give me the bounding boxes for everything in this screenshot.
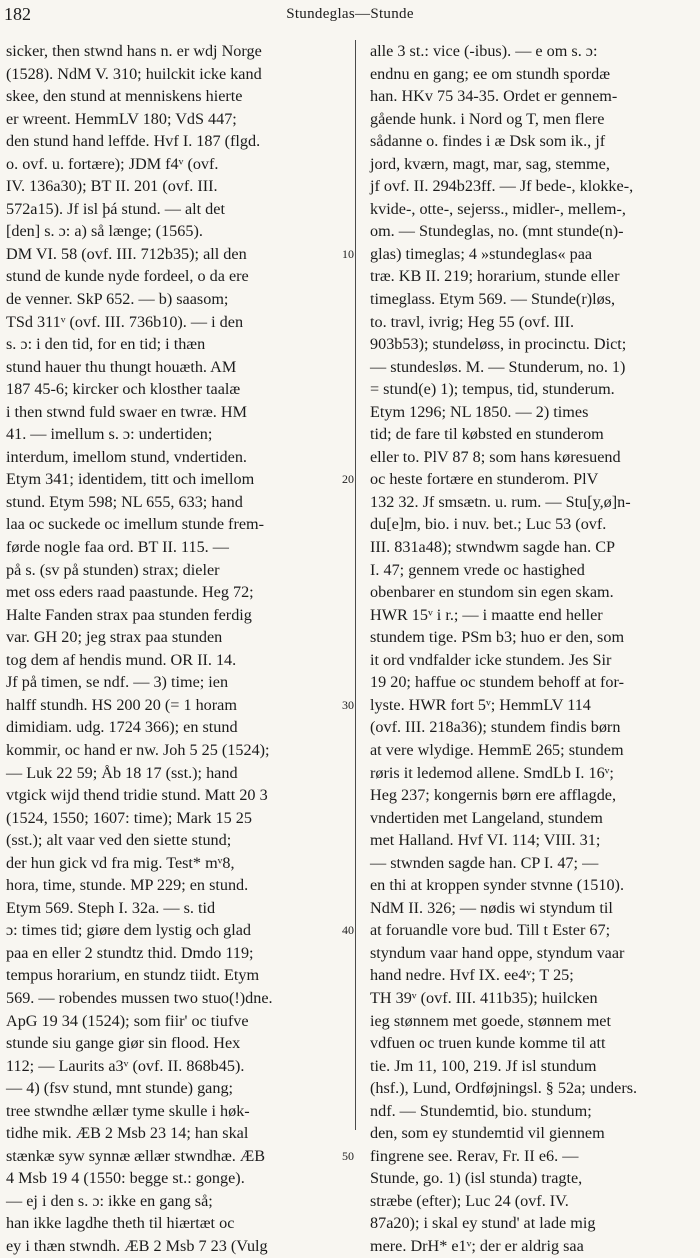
text-line: mere. DrH* e1ᵛ; der er aldrig saa: [370, 1236, 584, 1255]
text-line: Halte Fanden strax paa stunden ferdig: [6, 605, 252, 624]
page-header: [0, 0, 700, 30]
text-line: TH 39ᵛ (ovf. III. 411b35); huilcken: [370, 988, 598, 1007]
text-line: vdfuen oc truen kunde komme til att: [370, 1034, 606, 1053]
text-line: den, som ey stundemtid vil giennem: [370, 1124, 605, 1143]
text-line: han. HKv 75 34-35. Ordet er gennem-: [370, 87, 618, 106]
text-line: skee, den stund at menniskens hierte: [6, 87, 243, 106]
text-line: — 4) (fsv stund, mnt stunde) gang;: [6, 1079, 234, 1098]
text-line: hand nedre. Hvf IX. ee4ᵛ; T 25;: [370, 966, 574, 985]
text-line: HWR 15ᵛ i r.; — i maatte end heller: [370, 605, 603, 624]
text-line: lyste. HWR fort 5ᵛ; HemmLV 114: [370, 695, 591, 714]
text-line: 87a20); i skal ey stund' at lade mig: [370, 1214, 596, 1233]
text-line: 903b53); stundeløss, in procinctu. Dict;: [370, 335, 627, 354]
text-line: ieg stønnem met goede, stønnem met: [370, 1011, 611, 1030]
text-line: at foruandle vore bud. Till t Ester 67;: [370, 921, 611, 940]
text-line: Heg 237; kongernis børn ere afflagde,: [370, 786, 617, 805]
text-line: den stund hand leffde. Hvf I. 187 (flgd.: [6, 132, 261, 151]
text-line: TSd 311ᵛ (ovf. III. 736b10). — i den: [6, 312, 244, 331]
text-line: timeglass. Etym 569. — Stunde(r)løs,: [370, 290, 616, 309]
text-line: Jf på timen, se ndf. — 3) time; ien: [6, 673, 229, 692]
page-number: 182: [4, 4, 31, 24]
text-line: (hsf.), Lund, Ordføjningsl. § 52a; unders.: [370, 1079, 638, 1098]
line-number-gutter: [342, 40, 366, 1163]
text-line: de venner. SkP 652. — b) saasom;: [6, 290, 229, 309]
text-line: met oss eders raad paastunde. Heg 72;: [6, 583, 254, 602]
text-line: 41. — imellum s. ɔ: undertiden;: [6, 425, 213, 444]
text-line: kvide-, otte-, sejerss., midler-, mellem-,: [370, 199, 626, 218]
text-line: stund. Etym 598; NL 655, 633; hand: [6, 492, 243, 511]
text-line: paa en eller 2 stundtz thid. Dmdo 119;: [6, 943, 254, 962]
text-line: jf ovf. II. 294b23ff. — Jf bede-, klokke-,: [370, 177, 634, 196]
text-line: der hun gick vd fra mig. Test* mᵛ8,: [6, 853, 235, 872]
text-line: ndf. — Stundemtid, bio. stundum;: [370, 1101, 592, 1120]
text-line: (sst.); alt vaar ved den siette stund;: [6, 831, 232, 850]
text-line: at vere wlydige. HemmE 265; stundem: [370, 740, 624, 759]
text-line: stundem tige. PSm b3; huo er den, som: [370, 628, 625, 647]
text-line: stund de kunde nyde fordeel, o da ere: [6, 267, 249, 286]
text-line: 132 32. Jf smsætn. u. rum. — Stu[y,ø]n-: [370, 492, 631, 511]
text-line: er wreent. HemmLV 180; VdS 447;: [6, 109, 237, 128]
text-line: it ord vndfalder icke stundem. Jes Sir: [370, 650, 612, 669]
text-line: en thi at kroppen synder stvnne (1510).: [370, 876, 624, 895]
text-line: tog dem af hendis mund. OR II. 14.: [6, 650, 237, 669]
text-line: om. — Stundeglas, no. (mnt stunde(n)-: [370, 222, 624, 241]
text-line: obenbarer en stundom sin egen skam.: [370, 583, 614, 602]
right-column: [370, 40, 696, 1255]
text-line: sådanne o. findes i æ Dsk som ik., jf: [370, 132, 606, 151]
text-line: eller to. PlV 87 8; som hans køresuend: [370, 447, 621, 466]
text-line: (ovf. III. 218a36); stundem findis børn: [370, 718, 621, 737]
line-number: 10: [342, 246, 354, 261]
text-line: = stund(e) 1); tempus, tid, stunderum.: [370, 380, 615, 399]
text-line: DM VI. 58 (ovf. III. 712b35); all den: [6, 244, 247, 263]
text-line: NdM II. 326; — nødis wi styndum til: [370, 898, 613, 917]
text-line: — stundesløs. M. — Stunderum, no. 1): [370, 357, 626, 376]
text-line: røris it ledemod allene. SmdLb I. 16ᵛ;: [370, 763, 614, 782]
line-number: 20: [342, 472, 354, 487]
text-line: 187 45-6; kircker och klosther taalæ: [6, 380, 241, 399]
text-line: jord, kværn, magt, mar, sag, stemme,: [370, 154, 610, 173]
text-line: tidhe mik. ÆB 2 Msb 23 14; han skal: [6, 1124, 249, 1143]
text-line: ey i thæn stwndh. ÆB 2 Msb 7 23 (Vulg: [6, 1236, 268, 1255]
text-line: tid; de fare til købsted en stunderom: [370, 425, 604, 444]
text-line: stænkæ syw synnæ ællær stwndhæ. ÆB: [6, 1146, 266, 1165]
text-line: fingrene see. Rerav, Fr. II e6. —: [370, 1146, 579, 1165]
text-line: 572a15). Jf isl þá stund. — alt det: [6, 199, 225, 218]
text-line: laa oc suckede oc imellum stunde frem-: [6, 515, 265, 534]
running-head: Stundeglas—Stunde: [286, 6, 414, 22]
text-line: 112; — Laurits a3ᵛ (ovf. II. 868b45).: [6, 1056, 245, 1075]
text-line: [den] s. ɔ: a) så længe; (1565).: [6, 222, 203, 241]
text-line: met Halland. Hvf VI. 114; VIII. 31;: [370, 831, 601, 850]
text-line: IV. 136a30); BT II. 201 (ovf. III.: [6, 177, 218, 196]
text-line: vndertiden met Langeland, stundem: [370, 808, 603, 827]
line-number: 40: [342, 923, 354, 938]
text-line: — Luk 22 59; Åb 18 17 (sst.); hand: [6, 763, 238, 782]
text-line: vtgick wijd thend tridie stund. Matt 20 3: [6, 786, 268, 805]
text-line: halff stundh. HS 200 20 (= 1 horam: [6, 695, 237, 714]
text-line: gående hunk. i Nord og T, men flere: [370, 109, 605, 128]
text-line: Etym 341; identidem, titt och imellom: [6, 470, 255, 489]
text-line: tempus horarium, en stundz tiidt. Etym: [6, 966, 260, 985]
text-line: I. 47; gennem vrede oc hastighed: [370, 560, 585, 579]
text-line: dimidiam. udg. 1724 366); en stund: [6, 718, 238, 737]
text-line: ɔ: times tid; giøre dem lystig och glad: [6, 921, 252, 940]
text-line: han ikke lagdhe theth til hiærtæt oc: [6, 1214, 235, 1233]
text-line: Etym 569. Steph I. 32a. — s. tid: [6, 898, 216, 917]
text-line: hora, time, stunde. MP 229; en stund.: [6, 876, 249, 895]
text-line: glas) timeglas; 4 »stundeglas« paa: [370, 244, 593, 263]
text-line: (1528). NdM V. 310; huilckit icke kand: [6, 64, 262, 83]
text-line: Etym 1296; NL 1850. — 2) times: [370, 402, 589, 421]
text-line: alle 3 st.: vice (-ibus). — e om s. ɔ:: [370, 42, 598, 60]
line-number: 30: [342, 697, 354, 712]
text-line: var. GH 20; jeg strax paa stunden: [6, 628, 223, 647]
text-line: — ej i den s. ɔ: ikke en gang så;: [6, 1191, 213, 1210]
line-number: 50: [342, 1148, 354, 1163]
text-line: tree stwndhe ællær tyme skulle i høk-: [6, 1101, 250, 1120]
text-line: endnu en gang; ee om stundh spordæ: [370, 64, 611, 83]
text-line: stræbe (efter); Luc 24 (ovf. IV.: [370, 1191, 569, 1210]
text-line: III. 831a48); stwndwm sagde han. CP: [370, 538, 616, 557]
text-line: tie. Jm 11, 100, 219. Jf isl stundum: [370, 1056, 597, 1075]
text-line: s. ɔ: i den tid, for en tid; i thæn: [6, 335, 206, 354]
text-line: sicker, then stwnd hans n. er wdj Norge: [6, 42, 262, 60]
text-line: (1524, 1550; 1607: time); Mark 15 25: [6, 808, 252, 827]
left-column: [6, 40, 340, 1255]
text-line: træ. KB II. 219; horarium, stunde eller: [370, 267, 620, 286]
text-line: ApG 19 34 (1524); som fiir' oc tiufve: [6, 1011, 249, 1030]
text-line: Stunde, go. 1) (isl stunda) tragte,: [370, 1169, 583, 1188]
text-line: interdum, imellom stund, vndertiden.: [6, 447, 247, 466]
text-line: styndum vaar hand oppe, styndum vaar: [370, 943, 625, 962]
text-line: to. travl, ivrig; Heg 55 (ovf. III.: [370, 312, 575, 331]
text-line: o. ovf. u. fortære); JDM f4ᵛ (ovf.: [6, 154, 219, 173]
text-line: 569. — robendes mussen two stuo(!)dne.: [6, 988, 273, 1007]
text-line: oc heste fortære en stunderom. PlV: [370, 470, 599, 489]
text-line: i then stwnd fuld swaer en twræ. HM: [6, 402, 247, 421]
text-line: 19 20; haffue oc stundem behoff at for-: [370, 673, 624, 692]
text-line: førde nogle faa ord. BT II. 115. —: [6, 538, 229, 557]
text-line: kommir, oc hand er nw. Joh 5 25 (1524);: [6, 740, 270, 759]
text-line: — stwnden sagde han. CP I. 47; —: [370, 853, 599, 872]
text-line: 4 Msb 19 4 (1550: begge st.: gonge).: [6, 1169, 245, 1188]
text-line: du[e]m, bio. i nuv. bet.; Luc 53 (ovf.: [370, 515, 607, 534]
text-line: stund hauer thu thungt houæth. AM: [6, 357, 237, 376]
text-line: på s. (sv på stunden) strax; dieler: [6, 560, 220, 579]
text-line: stunde siu gange giør sin flood. Hex: [6, 1034, 241, 1053]
